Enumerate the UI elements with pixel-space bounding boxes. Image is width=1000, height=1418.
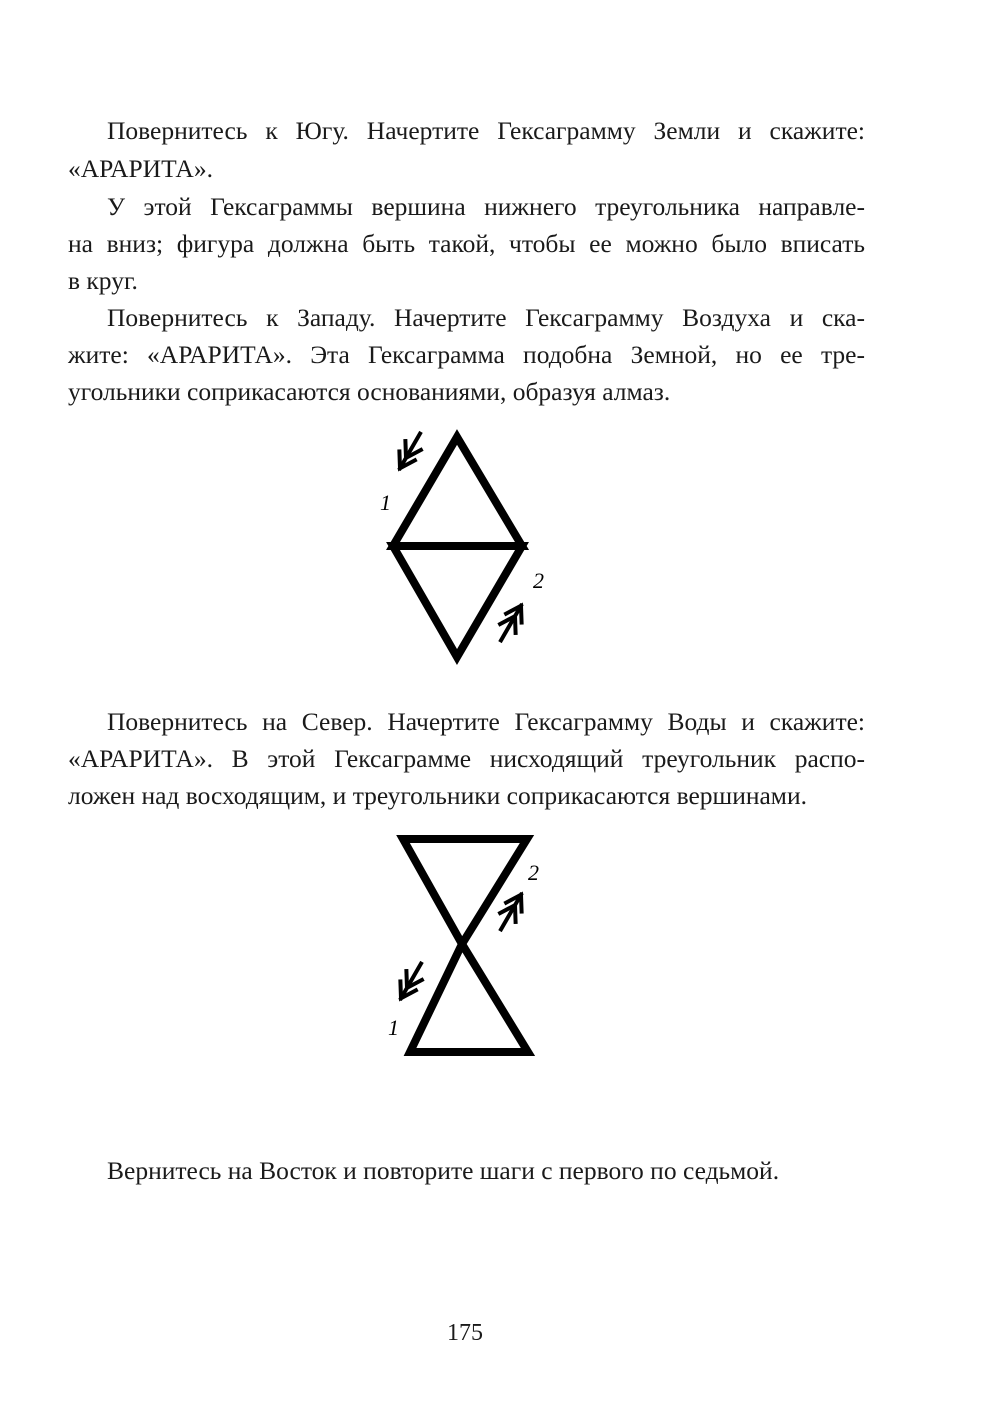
arrow-up-right-icon (491, 888, 530, 936)
figure-label: 1 (380, 490, 391, 515)
air-hexagram-figure (380, 427, 544, 657)
arrow-down-left-icon (390, 427, 429, 475)
arrow-down-left-icon (391, 957, 430, 1005)
page-number: 175 (447, 1320, 483, 1346)
text-line: Повернитесь к Западу. Начертите Гексаграмму Воздуха и ска- (107, 303, 865, 332)
figure-label: 1 (388, 1015, 399, 1040)
figure-label: 2 (533, 568, 544, 593)
text-line: в круг. (68, 266, 138, 295)
water-hexagram-figure (388, 839, 539, 1052)
text-line: У этой Гексаграммы вершина нижнего треугольника направле- (107, 192, 865, 221)
text-line: жите: «АРАРИТА». Эта Гексаграмма подобна Земной, но ее тре- (68, 340, 865, 369)
text-line: ложен над восходящим, и треугольники соприкасаются вершинами. (68, 781, 807, 810)
text-line: «АРАРИТА». (68, 154, 213, 183)
text-line: Повернитесь к Югу. Начертите Гексаграмму Земли и скажите: (107, 116, 865, 145)
text-line: Повернитесь на Север. Начертите Гексаграмму Воды и скажите: (107, 707, 865, 736)
text-line: Вернитесь на Восток и повторите шаги с первого по седьмой. (107, 1156, 780, 1185)
figure-label: 2 (528, 860, 539, 885)
text-line: «АРАРИТА». В этой Гексаграмме нисходящий треугольник распо- (68, 744, 865, 773)
text-line: на вниз; фигура должна быть такой, чтобы ее можно было вписать (68, 229, 865, 258)
text-line: угольники соприкасаются основаниями, образуя алмаз. (68, 377, 671, 406)
arrow-up-right-icon (491, 599, 530, 647)
